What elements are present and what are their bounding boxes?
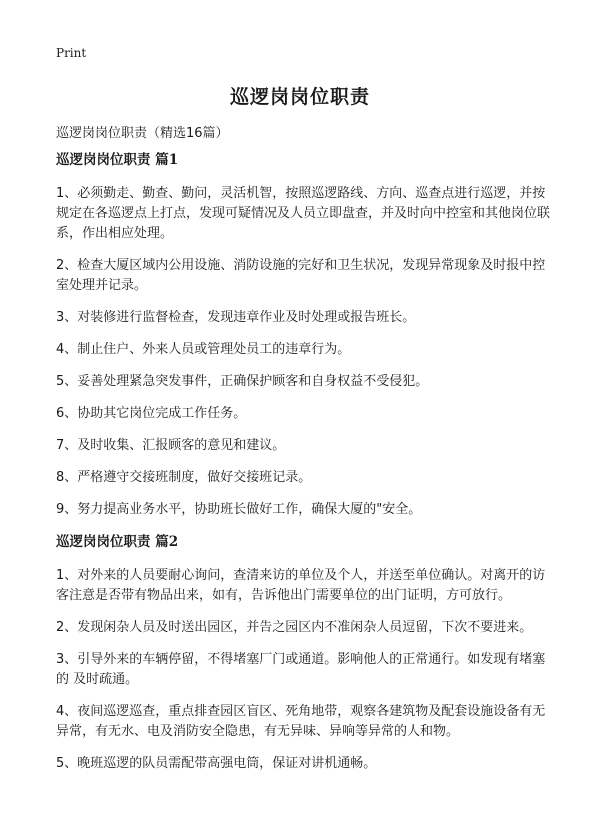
page-title: 巡逻岗岗位职责 bbox=[229, 86, 370, 108]
paragraph: 3、对装修进行监督检查，发现违章作业及时处理或报告班长。 bbox=[56, 310, 416, 325]
paragraph: 4、夜间巡逻巡查，重点排查园区盲区、死角地带，观察各建筑物及配套设施设备有无异常，有无水、电及消防安全隐患，有无异味、异响等异常的人和物。 bbox=[56, 704, 546, 739]
paragraph: 6、协助其它岗位完成工作任务。 bbox=[56, 406, 247, 421]
section-heading-text: 巡逻岗岗位职责 篇 bbox=[56, 534, 169, 550]
section-heading-text: 巡逻岗岗位职责 篇 bbox=[56, 152, 169, 168]
paragraph: 1、对外来的人员要耐心询问，查清来访的单位及个人，并送至单位确认。对离开的访客注意是否带有物品出来，如有，告诉他出门需要单位的出门证明，方可放行。 bbox=[56, 568, 546, 603]
paragraph: 5、晚班巡逻的队员需配带高强电筒，保证对讲机通畅。 bbox=[56, 756, 377, 771]
section-heading-number: 1 bbox=[168, 152, 179, 168]
paragraph: 1、必须勤走、勤查、勤问，灵活机智，按照巡逻路线、方向、巡查点进行巡逻，并按规定在各巡逻点上打点，发现可疑情况及人员立即盘查，并及时向中控室和其他岗位联系，作出相应处理。 bbox=[56, 186, 551, 241]
paragraph: 4、制止住户、外来人员或管理处员工的违章行为。 bbox=[56, 342, 351, 357]
section-heading bbox=[56, 150, 556, 170]
paragraph: 9、努力提高业务水平，协助班长做好工作，确保大厦的"安全。 bbox=[56, 502, 422, 517]
paragraph: 8、严格遵守交接班制度，做好交接班记录。 bbox=[56, 470, 312, 485]
paragraph: 5、妥善处理紧急突发事件，正确保护顾客和自身权益不受侵犯。 bbox=[56, 374, 429, 389]
paragraph: 2、发现闲杂人员及时送出园区，并告之园区内不准闲杂人员逗留，下次不要进来。 bbox=[56, 620, 533, 635]
document-body bbox=[56, 150, 556, 786]
paragraph: 7、及时收集、汇报顾客的意见和建议。 bbox=[56, 438, 286, 453]
section-1 bbox=[56, 150, 556, 520]
paragraph: 3、引导外来的车辆停留，不得堵塞厂门或通道。影响他人的正常通行。如发现有堵塞的 及时疏通。 bbox=[56, 652, 546, 687]
section-2 bbox=[56, 532, 556, 774]
paragraph: 2、检查大厦区域内公用设施、消防设施的完好和卫生状况，发现异常现象及时报中控室处理并记录。 bbox=[56, 258, 546, 293]
print-label: Print bbox=[56, 46, 87, 60]
page-subtitle: 巡逻岗岗位职责（精选16篇） bbox=[56, 126, 229, 141]
section-heading bbox=[56, 532, 556, 552]
section-heading-number: 2 bbox=[168, 534, 179, 550]
